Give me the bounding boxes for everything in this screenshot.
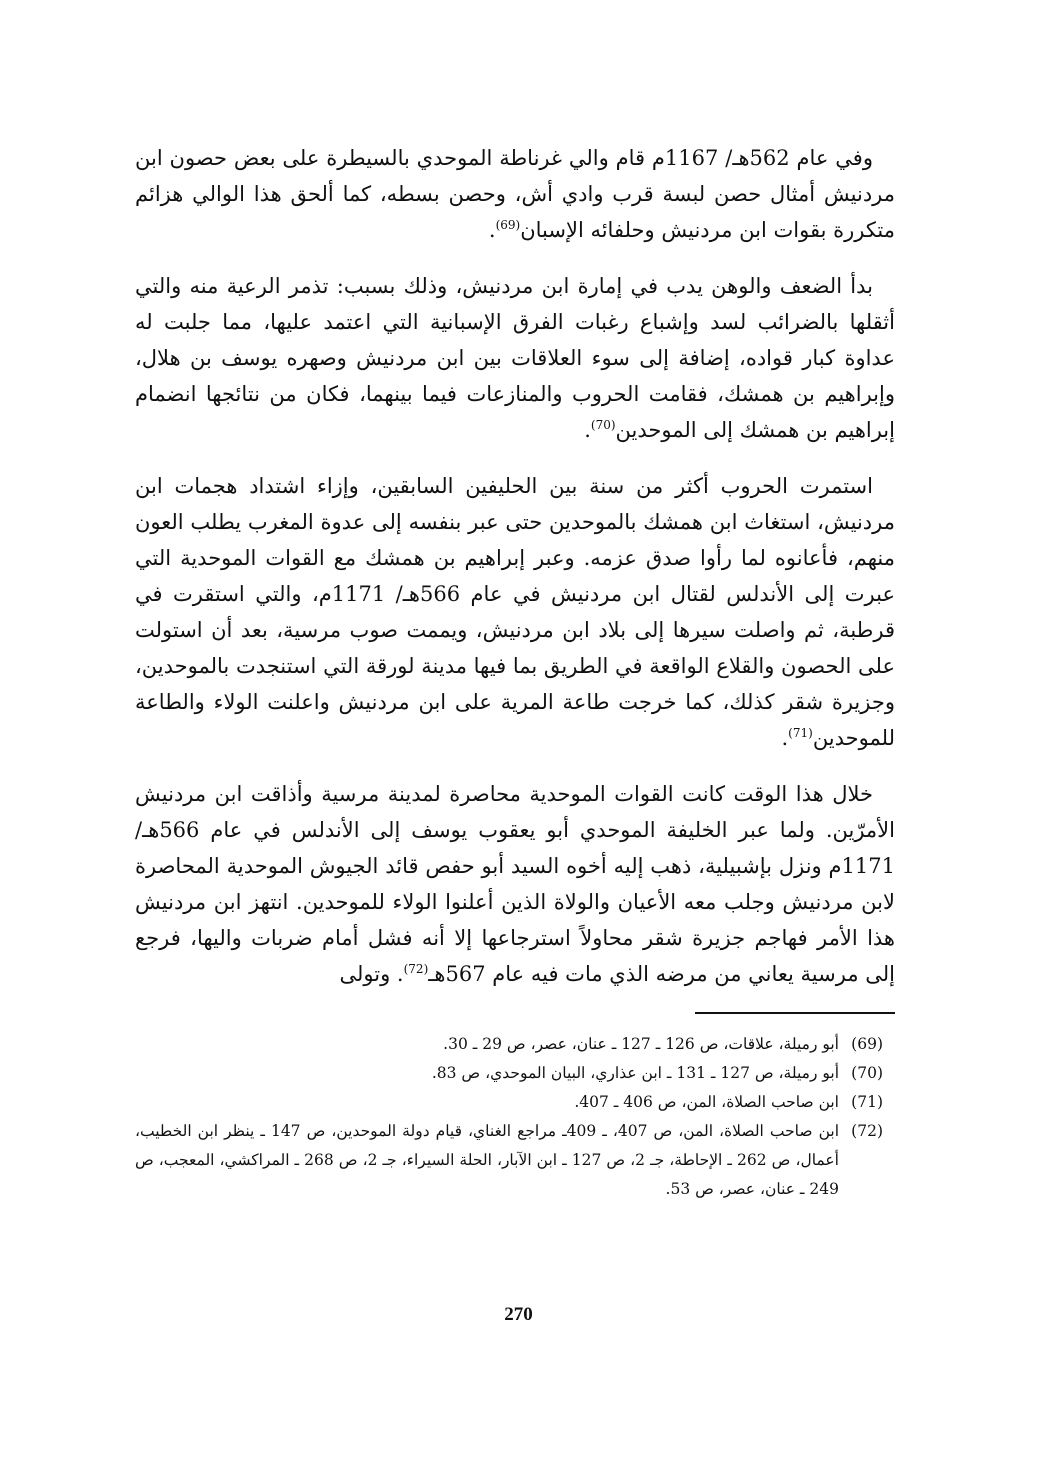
paragraph-text: استمرت الحروب أكثر من سنة بين الحليفين السابقين، وإزاء اشتداد هجمات ابن مردنيش، استغاث ابن همشك بالموحدين حتى عبر بنفسه إلى عدوة المغرب يطلب العون منهم، فأعانوه لما رأوا صدق عزمه. وعبر إبراهيم بن همشك مع القوات الموحدية التي عبرت إلى الأندلس لقتال ابن مردنيش في عام 566هـ/ 1171م، والتي استقرت في قرطبة، ثم واصلت سيرها إلى بلاد ابن مردنيش، ويممت صوب مرسية، بعد أن استولت على الحصون والقلاع الواقعة في الطريق بما فيها مدينة لورقة التي استنجدت بالموحدين، وجزيرة شقر كذلك، كما خرجت طاعة المرية على ابن مردنيش واعلنت الولاء والطاعة للموحدين — [135, 474, 895, 750]
footnote-text: أبو رميلة، علاقات، ص 126 ـ 127 ـ عنان، عصر، ص 29 ـ 30. — [443, 1035, 839, 1053]
paragraph-4 — [135, 776, 895, 992]
paragraph-end: . — [584, 418, 591, 442]
footnotes-list — [135, 1030, 895, 1204]
footnote-ref-70: (70) — [590, 418, 616, 432]
footnote-text: أبو رميلة، ص 127 ـ 131 ـ ابن عذاري، البيان الموحدي، ص 83. — [431, 1064, 839, 1082]
footnote-number: (69) — [851, 1035, 883, 1053]
footnote-text: ابن صاحب الصلاة، المن، ص 407، ـ 409ـ مراجع الغناي، قيام دولة الموحدين، ص 147 ـ ينظر ابن الخطيب، أعمال، ص 262 ـ الإحاطة، جـ 2، ص 127 ـ ابن الآبار، الحلة السيراء، جـ 2، ص 268 ـ المراكشي، المعجب، ص 249 ـ عنان، عصر، ص 53. — [135, 1122, 840, 1198]
paragraph-text: وفي عام 562هـ/ 1167م قام والي غرناطة الموحدي بالسيطرة على بعض حصون ابن مردنيش أمثال حصن لبسة قرب وادي أش، وحصن بسطه، كما ألحق هذا الوالي هزائم متكررة بقوات ابن مردنيش وحلفائه الإسبان — [135, 146, 895, 242]
footnote-70 — [135, 1059, 895, 1088]
paragraph-end: . — [781, 726, 789, 750]
footnote-71 — [135, 1088, 895, 1117]
paragraph-text: خلال هذا الوقت كانت القوات الموحدية محاصرة لمدينة مرسية وأذاقت ابن مردنيش الأمرّين. ولما عبر الخليفة الموحدي أبو يعقوب يوسف إلى الأندلس في عام 566هـ/ 1171م ونزل بإشبيلية، ذهب إليه أخوه السيد أبو حفص قائد الجيوش الموحدية المحاصرة لابن مردنيش وجلب معه الأعيان والولاة الذين أعلنوا الولاء للموحدين. انتهز ابن مردنيش هذا الأمر فهاجم جزيرة شقر محاولاً استرجاعها إلا أنه فشل أمام ضربات واليها، فرجع إلى مرسية يعاني من مرضه الذي مات فيه عام 567هـ — [135, 782, 895, 986]
paragraph-1 — [135, 140, 895, 248]
footnote-number: (72) — [851, 1122, 883, 1140]
page-body — [135, 140, 895, 1204]
footnote-ref-72: (72) — [403, 962, 429, 976]
footnote-number: (71) — [851, 1093, 883, 1111]
paragraph-3 — [135, 468, 895, 756]
paragraph-text: بدأ الضعف والوهن يدب في إمارة ابن مردنيش، وذلك بسبب: تذمر الرعية منه والتي أثقلها بالضرائب لسد وإشباع رغبات الفرق الإسبانية التي اعتمد عليها، مما جلبت له عداوة كبار قواده، إضافة إلى سوء العلاقات بين ابن مردنيش وصهره يوسف بن هلال، وإبراهيم بن همشك، فقامت الحروب والمنازعات فيما بينهما، فكان من نتائجها انضمام إبراهيم بن همشك إلى الموحدين — [135, 274, 895, 442]
paragraph-end: . — [488, 218, 496, 242]
footnote-69 — [135, 1030, 895, 1059]
footnote-72 — [135, 1117, 895, 1204]
footnote-number: (70) — [851, 1064, 883, 1082]
paragraph-end: . وتولى — [339, 962, 404, 986]
page-number: 270 — [504, 1304, 533, 1325]
paragraph-2 — [135, 268, 895, 448]
footnote-ref-71: (71) — [788, 726, 813, 740]
footnote-ref-69: (69) — [495, 218, 521, 232]
footnote-separator — [695, 1012, 895, 1014]
footnote-text: ابن صاحب الصلاة، المن، ص 406 ـ 407. — [574, 1093, 839, 1111]
